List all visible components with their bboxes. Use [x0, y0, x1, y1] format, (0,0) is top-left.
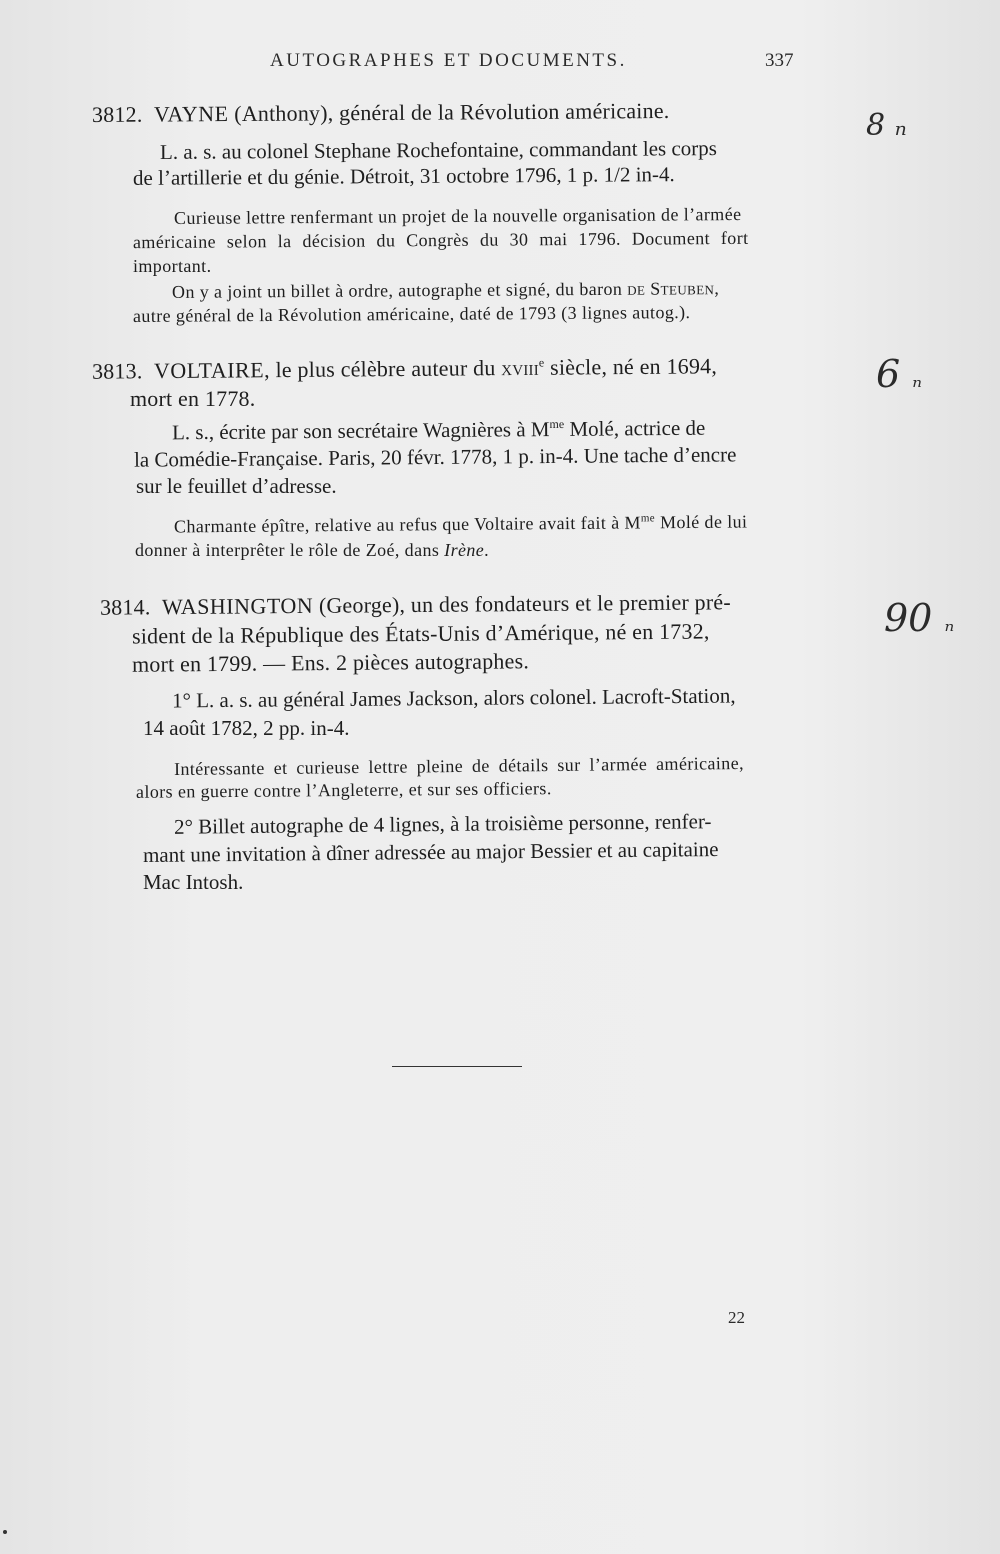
lot-description-line: 14 août 1782, 2 pp. in-4. — [143, 716, 350, 740]
price-value: 8 — [866, 108, 895, 143]
note-text: On y a joint un billet à ordre, autographe et signé, du baron — [171, 278, 628, 302]
lot-note-line: important. — [133, 256, 212, 276]
lot-name: WASHINGTON — [161, 592, 314, 620]
price-value: 6 — [876, 352, 913, 396]
lot-description-line: Mac Intosh. — [143, 870, 244, 894]
person-name: de Steuben — [627, 278, 715, 299]
lot-note-line: autre général de la Révolution américaine, daté de 1793 (3 lignes autog.). — [132, 302, 691, 326]
lot-name: VAYNE — [153, 101, 229, 127]
price-tail: ₙ — [944, 609, 955, 637]
title-abbrev: M — [530, 417, 550, 442]
lot-heading-text: (Anthony), général de la Révolution américaine. — [234, 97, 670, 127]
work-title: Irène — [444, 540, 485, 560]
lot-note-line — [174, 511, 748, 537]
note-text: , — [714, 278, 720, 299]
price-tail: ₙ — [894, 108, 907, 143]
note-text: Charmante épître, relative au refus que Voltaire avait fait à — [173, 512, 625, 537]
handwritten-price — [866, 108, 907, 143]
lot-number: 3813. — [91, 358, 143, 384]
century-sup: e — [538, 355, 545, 370]
lot-heading-text: siècle, né en 1694, — [544, 353, 718, 380]
title-sup: me — [640, 512, 656, 525]
lot-number: 3814. — [99, 594, 151, 620]
note-text: . — [484, 540, 490, 560]
lot-number: 3812. — [91, 101, 143, 128]
signature-mark: 22 — [728, 1308, 745, 1327]
lot-description-line: la Comédie-Française. Paris, 20 févr. 1778, 1 p. in-4. Une tache d’encre — [133, 442, 737, 472]
lot-note-line: Curieuse lettre renfermant un projet de la nouvelle organisation de l’armée — [173, 204, 742, 228]
price-tail: ₙ — [912, 365, 922, 393]
handwritten-price — [876, 352, 922, 396]
lot-note-line: alors en guerre contre l’Angleterre, et sur ses officiers. — [135, 778, 552, 802]
lot-description-line: sur le feuillet d’adresse. — [136, 474, 337, 498]
lot-heading-text: , le plus célèbre auteur du — [264, 355, 502, 383]
price-value: 90 — [884, 596, 945, 640]
paper-speck — [3, 1530, 7, 1534]
lot-description-line: 1° L. a. s. au général James Jackson, alors colonel. Lacroft-Station, — [171, 683, 736, 713]
page-number: 337 — [765, 50, 794, 71]
lot-description-line — [172, 416, 705, 446]
century: xviii — [501, 354, 539, 381]
description-text: Molé, actrice de — [564, 415, 706, 441]
note-text: donner à interprêter le rôle de Zoé, dans — [135, 540, 445, 560]
title-sup: me — [549, 416, 565, 432]
lot-note-line — [172, 278, 719, 303]
lot-note-line: Intéressante et curieuse lettre pleine de détails sur l’armée américaine, — [173, 753, 745, 779]
lot-heading-text: (George), un des fondateurs et le premier pré- — [318, 589, 731, 618]
lot-description-line: mant une invitation à dîner adressée au major Bessier et au capitaine — [142, 836, 719, 868]
lot-heading-line: mort en 1778. — [130, 386, 256, 411]
handwritten-price — [884, 596, 954, 640]
lot-description-line: 2° Billet autographe de 4 lignes, à la troisième personne, renfer- — [173, 809, 712, 839]
lot-heading — [100, 589, 731, 621]
lot-description-line: de l’artillerie et du génie. Détroit, 31 octobre 1796, 1 p. 1/2 in-4. — [132, 162, 675, 190]
lot-heading-line: mort en 1799. — Ens. 2 pièces autographes. — [131, 648, 530, 677]
description-text: L. s., écrite par son secrétaire Wagnières à — [171, 417, 531, 445]
note-text: Molé de lui — [655, 511, 748, 533]
title-abbrev: M — [624, 512, 641, 533]
section-rule — [392, 1066, 522, 1067]
lot-note-line — [135, 540, 489, 561]
lot-description-line: L. a. s. au colonel Stephane Rochefontaine, commandant les corps — [159, 136, 717, 164]
lot-heading-line: sident de la République des États-Unis d’Amérique, né en 1732, — [131, 618, 710, 649]
running-title: AUTOGRAPHES ET DOCUMENTS. — [270, 50, 627, 71]
lot-heading — [92, 353, 717, 384]
lot-name: VOLTAIRE — [153, 357, 265, 384]
lot-note-line: américaine selon la décision du Congrès du 30 mai 1796. Document fort — [132, 227, 749, 253]
lot-heading — [92, 98, 670, 128]
